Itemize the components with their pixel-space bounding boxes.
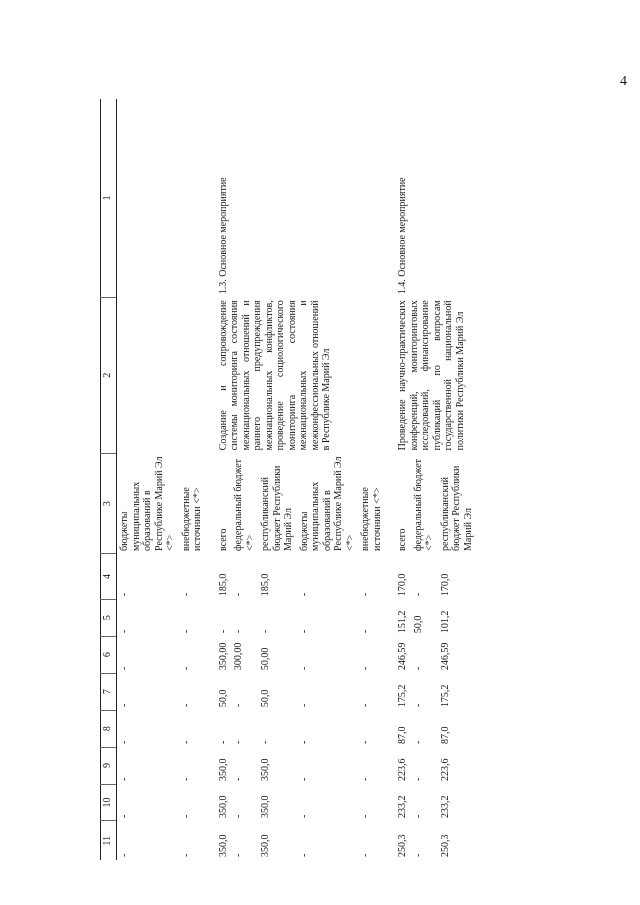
value-cell: - [298,703,310,708]
group-spacer [206,99,216,860]
value-cell: - [233,814,244,818]
value-cell: - [233,777,244,782]
value-cell: - [360,740,371,745]
value-cell: - [180,740,192,745]
value-cell: 250,3 [439,834,451,857]
value-cell: 50,0 [260,689,271,708]
value-cell: 185,0 [217,573,229,597]
value-cell: 350,0 [217,834,229,857]
value-cell: - [412,592,424,597]
group-spacer [385,99,395,860]
funding-source-cell: республиканский бюджет Республики Марий Эл [439,465,474,551]
page-number: 4 [620,74,627,89]
value-cell: - [412,777,424,782]
budget-table [100,99,476,860]
value-cell: - [298,777,310,782]
value-cell: - [298,629,310,634]
value-cell: - [412,740,424,745]
value-cell: 233,2 [439,795,451,818]
value-cell: 175,2 [397,684,408,708]
funding-source-cell: федеральный бюджет <*> [233,458,256,551]
value-cell: - [360,592,371,597]
table-row [117,99,179,860]
value-cell: - [119,666,130,671]
value-cell: - [298,740,310,745]
value-cell: 175,2 [439,684,451,708]
value-cell: 223,6 [397,758,408,782]
funding-source-cell: всего [217,528,229,551]
funding-source-cell: бюджеты муниципальных образований в Республике Марий Эл <*> [298,456,356,551]
value-cell: 350,00 [217,642,229,671]
value-cell: 101,2 [439,610,451,634]
value-cell: - [233,629,244,634]
value-cell: - [412,853,424,857]
rotated-table-container [100,99,573,860]
column-header: 3 [101,453,117,554]
value-cell: - [119,703,130,708]
value-cell: 350,0 [260,758,271,782]
activity-code-cell: 1.3. Основное мероприятие [217,177,229,295]
column-header: 9 [101,747,117,784]
value-cell: - [412,666,424,671]
funding-source-cell: внебюджетные источники <*> [360,487,383,551]
value-cell: 246,59 [397,642,408,671]
value-cell: - [217,740,229,745]
value-cell: 50,0 [412,615,424,634]
activity-code-cell [117,99,206,297]
value-cell: 350,0 [260,834,271,857]
value-cell: - [180,592,192,597]
funding-source-cell: всего [397,528,408,551]
value-cell: - [217,629,229,634]
value-cell: 250,3 [397,834,408,857]
value-cell: - [180,703,192,708]
value-cell: - [119,592,130,597]
column-header: 6 [101,636,117,673]
value-cell: - [233,853,244,857]
spacer-cell [385,99,395,860]
value-cell: - [360,666,371,671]
funding-source-cell: федеральный бюджет <*> [412,458,435,551]
column-header: 10 [101,784,117,821]
value-cell: - [412,703,424,708]
value-cell: 233,2 [397,795,408,818]
value-cell: - [119,853,130,857]
value-cell: - [233,592,244,597]
value-cell: 50,0 [217,689,229,708]
column-header: 7 [101,673,117,710]
value-cell: - [360,703,371,708]
activity-name-cell [117,297,206,453]
value-cell: - [180,629,192,634]
activity-name-cell: Создание и сопровождение системы мониторинга состояния межнациональных отношений и раннего предупреждения межнациональных конфликтов, проведение социологического мониторинга состояния межнациональных и межконфессиональных отношений в Республике Марий Эл [217,300,332,451]
value-cell: - [298,592,310,597]
value-cell: - [180,777,192,782]
column-header: 2 [101,297,117,453]
value-cell: - [298,853,310,857]
funding-source-cell: внебюджетные источники <*> [180,487,203,551]
value-cell: 350,0 [260,795,271,818]
funding-source-cell: бюджеты муниципальных образований в Республике Марий Эл <*> [119,456,176,551]
value-cell: - [412,814,424,818]
value-cell: - [360,853,371,857]
value-cell: - [119,814,130,818]
value-cell: 185,0 [260,573,271,597]
value-cell: - [298,666,310,671]
value-cell: 50,00 [260,647,271,671]
value-cell: - [233,740,244,745]
activity-name-cell: Проведение научно-практических конференций, мониторинговых исследований, финансирование публикаций по вопросам государственной национальной политики Республики Марий Эл [397,300,466,451]
value-cell: 170,0 [439,573,451,597]
column-header: 11 [101,821,117,860]
column-header: 4 [101,554,117,599]
value-cell: - [180,666,192,671]
value-cell: 87,0 [397,726,408,745]
value-cell: - [260,629,271,634]
column-header-row [101,99,117,860]
column-header: 1 [101,99,117,297]
activity-code-cell: 1.4. Основное мероприятие [397,177,408,295]
value-cell: - [233,703,244,708]
value-cell: 87,0 [439,726,451,745]
value-cell: 170,0 [397,573,408,597]
value-cell: - [119,740,130,745]
value-cell: 300,00 [233,642,244,671]
table-row [395,99,411,860]
value-cell: - [360,777,371,782]
value-cell: - [260,740,271,745]
funding-source-cell: республиканский бюджет Республики Марий Эл [260,465,294,551]
value-cell: - [119,629,130,634]
table-body [117,99,477,860]
value-cell: - [360,814,371,818]
value-cell: - [180,853,192,857]
value-cell: 223,6 [439,758,451,782]
value-cell: - [180,814,192,818]
value-cell: - [119,777,130,782]
value-cell: - [360,629,371,634]
column-header: 5 [101,599,117,636]
value-cell: 350,0 [217,795,229,818]
value-cell: 151,2 [397,610,408,634]
table-row [216,99,232,860]
value-cell: - [298,814,310,818]
spacer-cell [206,99,216,860]
value-cell: 246,59 [439,642,451,671]
value-cell: 350,0 [217,758,229,782]
column-header: 8 [101,710,117,747]
